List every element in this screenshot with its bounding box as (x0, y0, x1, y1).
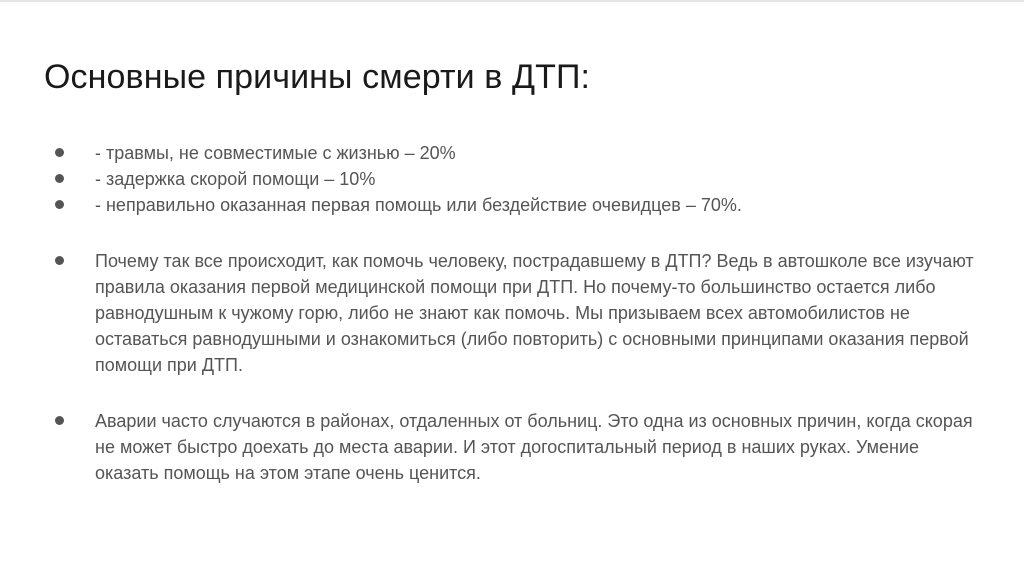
bullet-text: - задержка скорой помощи – 10% (95, 169, 376, 189)
slide-top-border (0, 0, 1024, 2)
bullet-text: - неправильно оказанная первая помощь или бездействие очевидцев – 70%. (95, 195, 742, 215)
bullet-item (55, 166, 975, 192)
bullet-item (55, 248, 975, 378)
slide-title: Основные причины смерти в ДТП: (44, 58, 591, 96)
bullet-dot-icon (55, 174, 64, 183)
bullet-item (55, 192, 975, 218)
bullet-dot-icon (55, 200, 64, 209)
bullet-dot-icon (55, 148, 64, 157)
bullet-dot-icon (55, 256, 64, 265)
bullet-text: Аварии часто случаются в районах, отдаленных от больниц. Это одна из основных причин, когда скорая не может быстро доехать до места аварии. И этот догоспитальный период в наших руках. Умение оказать помощь на этом этапе очень ценится. (95, 411, 973, 483)
bullet-item (55, 140, 975, 166)
bullet-dot-icon (55, 416, 64, 425)
bullet-item (55, 408, 975, 486)
bullet-list (55, 140, 975, 486)
bullet-text: - травмы, не совместимые с жизнью – 20% (95, 143, 456, 163)
bullet-text: Почему так все происходит, как помочь человеку, пострадавшему в ДТП? Ведь в автошколе все изучают правила оказания первой медицинской помощи при ДТП. Но почему-то большинство остается либо равнодушным к чужому горю, либо не знают как помочь. Мы призываем всех автомобилистов не оставаться равнодушными и ознакомиться (либо повторить) с основными принципами оказания первой помощи при ДТП. (95, 251, 974, 375)
